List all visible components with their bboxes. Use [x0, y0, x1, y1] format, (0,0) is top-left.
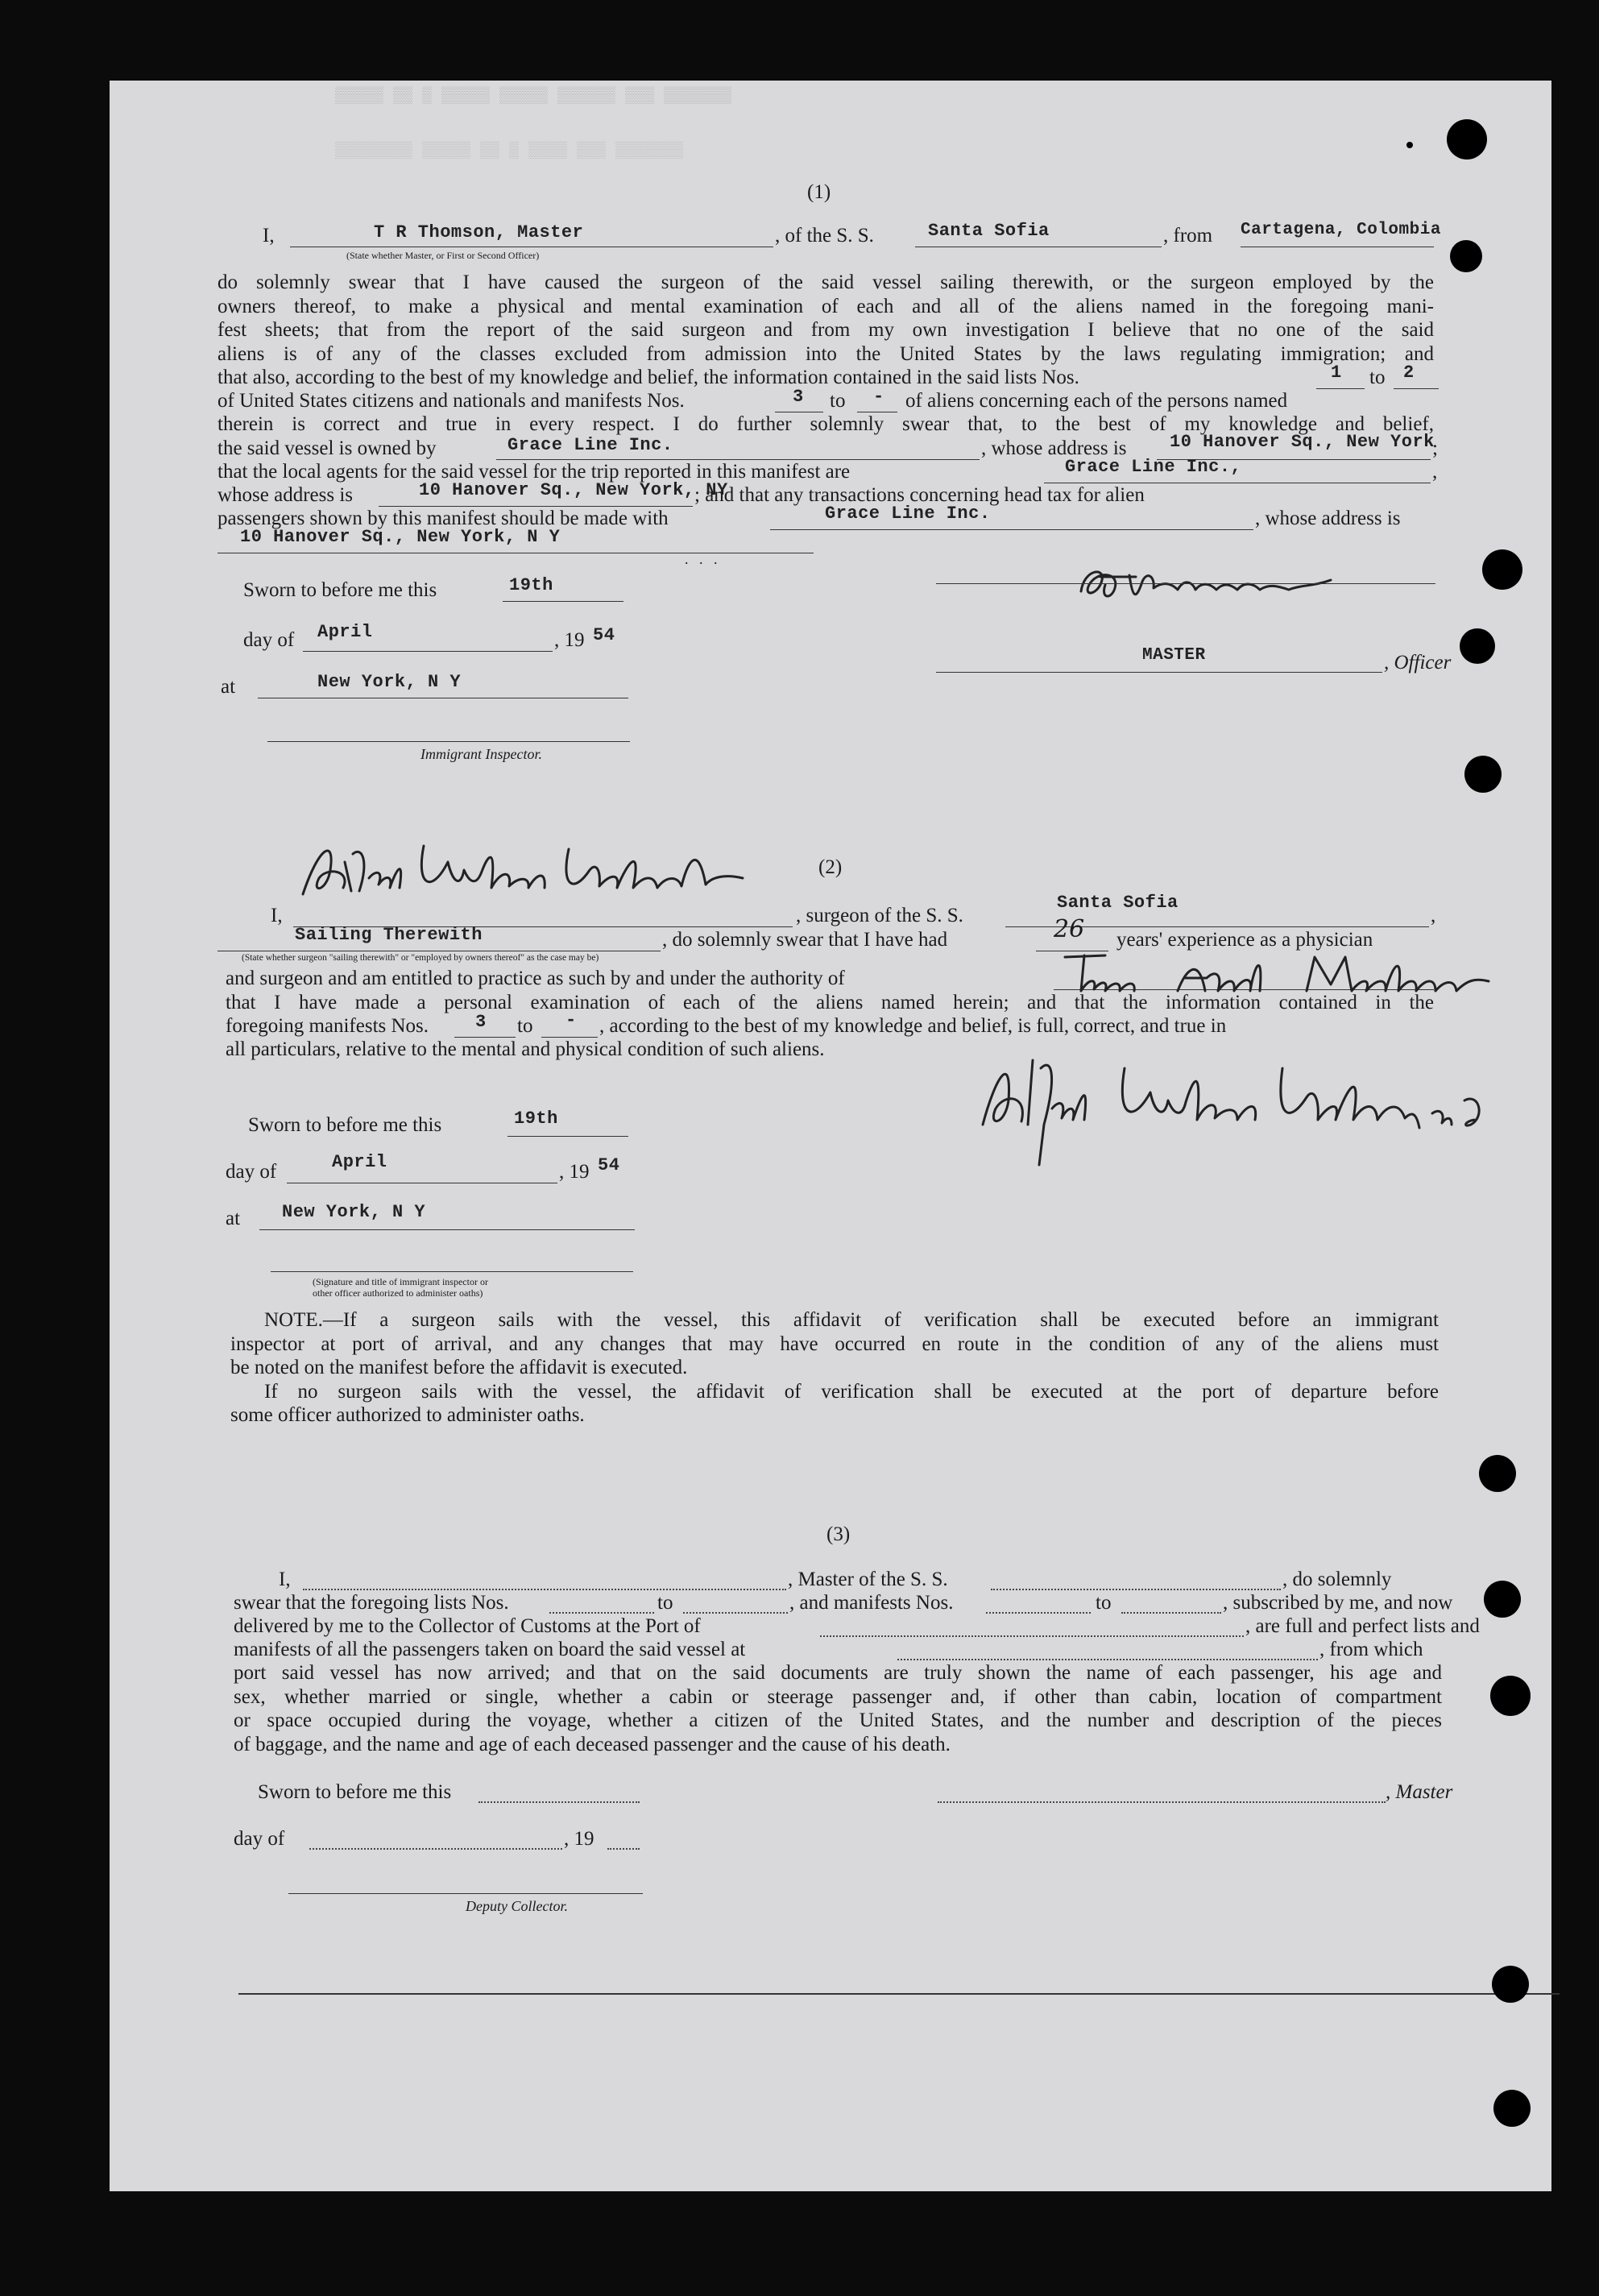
- s1-headtax-address[interactable]: 10 Hanover Sq., New York, N Y: [240, 527, 561, 547]
- s1-body: [217, 271, 1434, 366]
- s2-year-suffix[interactable]: 54: [598, 1155, 620, 1175]
- s3-l1-master: , Master of the S. S.: [788, 1569, 948, 1590]
- punch-hole: [1490, 1676, 1531, 1716]
- s1-manifest-from[interactable]: 3: [793, 387, 804, 407]
- punch-hole: [1450, 240, 1482, 272]
- section-1-number: (1): [807, 181, 831, 203]
- s2-line2-text: , do solemnly swear that I have had: [662, 929, 948, 951]
- s3-lists-to-line: [683, 1612, 788, 1614]
- note-line: NOTE.—If a surgeon sails with the vessel, this affidavit of verification shall be executed before an immigrant: [264, 1309, 1439, 1331]
- s2-line5-end: , according to the best of my knowledge and belief, is full, correct, and true in: [599, 1015, 1227, 1037]
- s3-sworn-day-line: [478, 1801, 640, 1803]
- s1-lists-to-word: to: [1369, 367, 1386, 388]
- s2-manifest-to[interactable]: -: [565, 1010, 577, 1030]
- s1-body-line: owners thereof, to make a physical and mental examination of each and all of the aliens named in the foregoing mani-: [217, 295, 1434, 317]
- note-line: be noted on the manifest before the affidavit is executed.: [230, 1357, 688, 1378]
- section-3-number: (3): [826, 1523, 851, 1545]
- s3-day-of-label: day of: [234, 1828, 285, 1850]
- s1-sworn-label: Sworn to before me this: [243, 579, 437, 601]
- s1-sworn-day[interactable]: 19th: [509, 575, 553, 595]
- bleed-through-text: ▒▒▒▒▒▒▒▒ ▒▒▒▒▒ ▒▒ ▒ ▒▒▒▒ ▒▒▒ ▒▒▒▒▒▒▒: [335, 142, 684, 160]
- s2-at-label: at: [226, 1208, 241, 1229]
- s2-sworn-day-line: [507, 1136, 628, 1137]
- s3-month-line: [309, 1848, 562, 1850]
- punch-hole: [1464, 756, 1502, 793]
- punch-hole: [1479, 1455, 1516, 1492]
- punch-hole: [1492, 1966, 1529, 2003]
- s1-line5-text: that also, according to the best of my knowledge and belief, the information contained in the said lists Nos.: [217, 367, 1079, 388]
- s1-vessel[interactable]: Santa Sofia: [928, 221, 1050, 241]
- s1-master-caption: (State whether Master, or First or Second Officer): [346, 250, 540, 261]
- s2-vessel-comma: ,: [1431, 905, 1436, 926]
- s1-manifest-to-word: to: [830, 390, 846, 412]
- s1-body-line: aliens is of any of the classes excluded from admission into the United States by the laws regulating immigration; and: [217, 342, 1434, 365]
- s2-sailing[interactable]: Sailing Therewith: [295, 925, 483, 945]
- s1-line9-comma: ,: [1432, 461, 1438, 483]
- s2-line2-end: years' experience as a physician: [1116, 929, 1373, 951]
- note-line: some officer authorized to administer oaths.: [230, 1404, 585, 1426]
- s3-body: [234, 1661, 1442, 1756]
- s3-l1-i: I,: [279, 1569, 291, 1590]
- s3-boarded-line: [897, 1659, 1318, 1660]
- s1-officer-title-line: [936, 672, 1382, 673]
- s3-l3-a: delivered by me to the Collector of Customs at the Port of: [234, 1615, 701, 1637]
- s2-manifest-from[interactable]: 3: [475, 1012, 487, 1032]
- s3-master-sig-line: [938, 1801, 1386, 1803]
- s3-l3-end: , are full and perfect lists and: [1245, 1615, 1480, 1637]
- s2-place[interactable]: New York, N Y: [282, 1202, 426, 1222]
- bleed-through-text: ▒▒▒▒▒ ▒▒ ▒ ▒▒▒▒▒ ▒▒▒▒▒ ▒▒▒▒▒▒ ▒▒▒ ▒▒▒▒▒▒▒: [335, 87, 732, 106]
- s3-collector-line: [288, 1893, 643, 1894]
- s2-sailing-caption: (State whether surgeon "sailing therewith" or "employed by owners thereof" as the case may be): [242, 953, 599, 963]
- s2-inspector-caption-2: other officer authorized to administer oaths): [313, 1287, 483, 1299]
- s1-lists-to-line: [1394, 388, 1439, 389]
- s1-line11-text: passengers shown by this manifest should be made with: [217, 508, 669, 529]
- note-block: [230, 1308, 1439, 1428]
- s3-master-label: , Master: [1386, 1781, 1453, 1803]
- note-line: If no surgeon sails with the vessel, the affidavit of verification shall be executed at the port of departure before: [264, 1380, 1439, 1403]
- s1-line8-semicolon: ;: [1432, 437, 1438, 459]
- s1-year-suffix[interactable]: 54: [593, 625, 615, 645]
- s1-line10-text: whose address is: [217, 484, 354, 506]
- s2-sworn-label: Sworn to before me this: [248, 1114, 442, 1136]
- s1-headtax-with[interactable]: Grace Line Inc.: [825, 504, 991, 524]
- s3-l4-a: manifests of all the passengers taken on board the said vessel at: [234, 1639, 746, 1660]
- s2-manifest-to-word: to: [517, 1015, 533, 1037]
- s1-inspector-caption: Immigrant Inspector.: [420, 746, 542, 762]
- s3-l2-to1: to: [657, 1592, 673, 1614]
- s2-intro-i: I,: [271, 905, 283, 926]
- s3-vessel-line: [991, 1589, 1281, 1590]
- s1-inspector-line: [267, 741, 630, 742]
- s3-year-line: [607, 1848, 640, 1850]
- s3-body-line: or space occupied during the voyage, whether a citizen of the United States, and the number and description of the pieces: [234, 1710, 1442, 1731]
- s1-sworn-day-line: [503, 601, 623, 602]
- s1-day-of-label: day of: [243, 629, 295, 651]
- s3-manifest-from-line: [986, 1612, 1091, 1614]
- s3-l2-end: , subscribed by me, and now: [1223, 1592, 1453, 1614]
- s3-l2-to2: to: [1096, 1592, 1112, 1614]
- s1-agents[interactable]: Grace Line Inc.,: [1065, 457, 1242, 477]
- punch-hole: [1460, 628, 1495, 664]
- s1-line8-text: the said vessel is owned by: [217, 437, 437, 459]
- s1-place[interactable]: New York, N Y: [317, 672, 462, 692]
- s2-body-line: that I have made a personal examination of each of the aliens named herein; and that the information contained in the: [226, 992, 1434, 1013]
- punch-hole: [1447, 119, 1487, 160]
- s1-line9-text: that the local agents for the said vessel for the trip reported in this manifest are: [217, 461, 851, 483]
- s2-inspector-line: [271, 1271, 633, 1272]
- footer-rule: [238, 1993, 1560, 1995]
- s2-line6: all particulars, relative to the mental and physical condition of such aliens.: [226, 1038, 825, 1060]
- s1-intro-i: I,: [263, 225, 275, 247]
- s3-l1-end: , do solemnly: [1282, 1569, 1392, 1590]
- s1-year-prefix: , 19: [554, 629, 585, 651]
- s3-sworn-label: Sworn to before me this: [258, 1781, 452, 1803]
- s1-officer-label-text: , Officer: [1384, 652, 1452, 673]
- s1-month[interactable]: April: [317, 622, 373, 642]
- s1-at-label: at: [221, 676, 236, 698]
- s2-line3-text: and surgeon and am entitled to practice as such by and under the authority of: [226, 968, 845, 989]
- punch-hole: [1406, 142, 1413, 148]
- s1-headtax-line: [770, 529, 1253, 530]
- s2-sworn-day[interactable]: 19th: [514, 1109, 558, 1129]
- s3-body-line: sex, whether married or single, whether a cabin or steerage passenger and, if other than cabin, location of compartment: [234, 1685, 1442, 1708]
- surgeon-signature-right: [963, 1044, 1495, 1189]
- manifest-affidavit-page: [110, 81, 1551, 2191]
- s1-manifest-to[interactable]: -: [873, 387, 884, 407]
- s2-month[interactable]: April: [332, 1152, 387, 1172]
- s3-body-line: of baggage, and the name and age of each deceased passenger and the cause of his death.: [234, 1733, 951, 1755]
- s3-l4-end: , from which: [1319, 1639, 1423, 1660]
- s2-year-prefix: , 19: [559, 1161, 590, 1183]
- s1-month-line: [303, 651, 553, 652]
- s1-officer-title[interactable]: MASTER: [1142, 646, 1206, 665]
- s3-l2-a: swear that the foregoing lists Nos.: [234, 1592, 509, 1614]
- s2-line4: [226, 991, 1434, 1015]
- s2-vessel[interactable]: Santa Sofia: [1057, 893, 1179, 913]
- section-2-number: (2): [818, 856, 843, 878]
- s2-day-of-label: day of: [226, 1161, 277, 1183]
- s3-port-line: [820, 1635, 1244, 1637]
- s3-l2-manifests: , and manifests Nos.: [789, 1592, 954, 1614]
- s3-lists-from-line: [549, 1612, 654, 1614]
- s1-body-line: fest sheets; that from the report of the said surgeon and from my own investigation I believe that no one of the said: [217, 319, 1434, 341]
- s1-lists-from-line: [1316, 388, 1365, 389]
- s1-line11-end: , whose address is: [1255, 508, 1401, 529]
- s1-master-name[interactable]: T R Thomson, Master: [374, 222, 584, 242]
- s2-years[interactable]: 26: [1054, 915, 1085, 943]
- s1-lists-from[interactable]: 1: [1331, 363, 1342, 383]
- s1-line6-end: of aliens concerning each of the persons named: [905, 390, 1288, 412]
- s1-body-line: therein is correct and true in every respect. I do further solemnly swear that, to the best of my knowledge and belief,: [217, 413, 1434, 435]
- s2-surgeon-of: , surgeon of the S. S.: [796, 905, 963, 926]
- s1-from: , from: [1163, 225, 1213, 247]
- punch-hole: [1493, 2090, 1531, 2127]
- s1-body-line: do solemnly swear that I have caused the surgeon of the said vessel sailing therewith, or the surgeon employed by the: [217, 271, 1434, 293]
- s2-line5-text: foregoing manifests Nos.: [226, 1015, 429, 1037]
- s1-officer-sig-line: [936, 583, 1435, 584]
- s2-inspector-caption-1: (Signature and title of immigrant inspector or: [313, 1276, 488, 1287]
- s1-from-port[interactable]: Cartagena, Colombia: [1241, 221, 1441, 239]
- s3-body-line: port said vessel has now arrived; and that on the said documents are truly shown the name of each passenger, his age and: [234, 1662, 1442, 1684]
- s1-line6-text: of United States citizens and nationals and manifests Nos.: [217, 390, 685, 412]
- s1-lists-to[interactable]: 2: [1403, 363, 1415, 383]
- s3-year-prefix: , 19: [564, 1828, 594, 1850]
- s3-name-line: [303, 1589, 786, 1590]
- s1-ellipsis: . . .: [685, 551, 718, 567]
- punch-hole: [1484, 1581, 1521, 1618]
- punch-hole: [1482, 549, 1522, 590]
- s1-line8-whose: , whose address is: [981, 437, 1127, 459]
- s3-manifest-to-line: [1121, 1612, 1221, 1614]
- s1-officer-label: [1384, 651, 1451, 675]
- note-line: inspector at port of arrival, and any changes that may have occurred en route in the condition of any of the aliens must: [230, 1332, 1439, 1355]
- s1-of-ss: , of the S. S.: [775, 225, 874, 247]
- s1-line10-end: ; and that any transactions concerning head tax for alien: [694, 484, 1145, 506]
- s3-collector-caption: Deputy Collector.: [466, 1898, 568, 1914]
- s1-owner-address[interactable]: 10 Hanover Sq., New York: [1170, 432, 1435, 452]
- s1-agents-address[interactable]: 10 Hanover Sq., New York, NY: [419, 480, 728, 500]
- s1-owner[interactable]: Grace Line Inc.: [507, 435, 673, 455]
- s2-place-line: [259, 1229, 635, 1230]
- surgeon-signature-top: [295, 838, 778, 910]
- master-signature: [1073, 553, 1347, 609]
